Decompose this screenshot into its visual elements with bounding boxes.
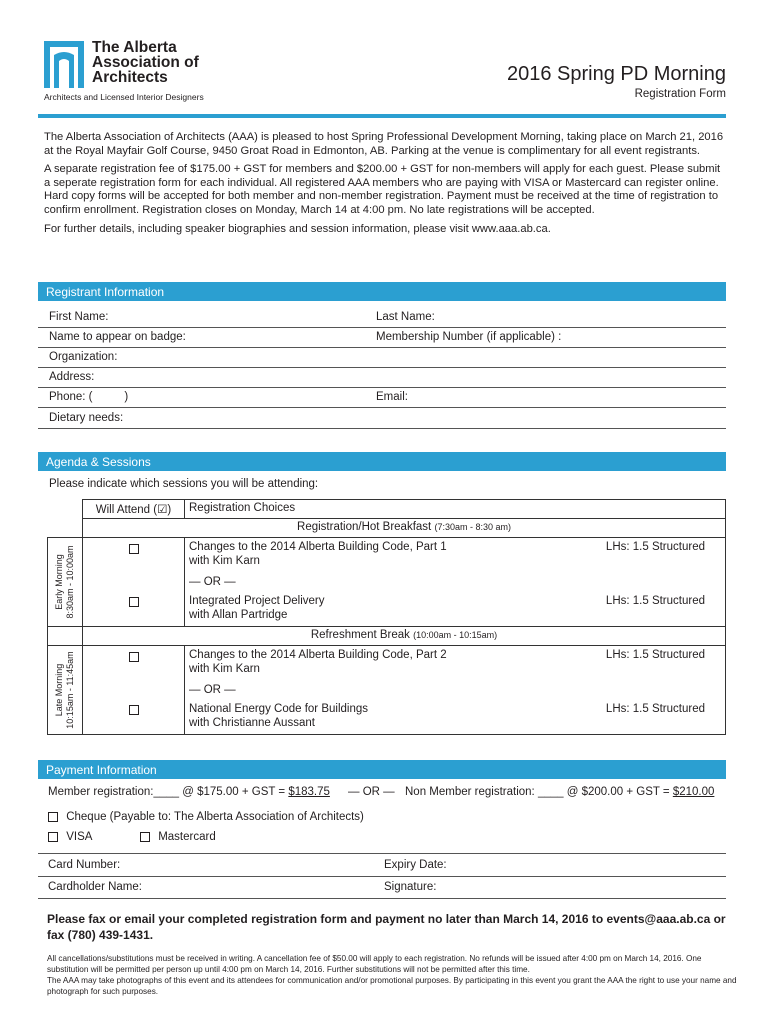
intro-paragraph: For further details, including speaker biographies and session information, please visit www.aaa.ab.ca.	[44, 222, 551, 235]
late-morning-title: Late Morning	[54, 663, 64, 717]
will-attend-header: Will Attend (☑)	[83, 500, 185, 519]
intro-paragraph: The Alberta Association of Architects (AAA) is pleased to host Spring Professional Development Morning, taking place on March 21, 2016 at the Royal Mayfair Golf Course, 9450 Groat Road in Edmonton, AB. Parking at the venue is complimentary for all event registrants.	[44, 131, 724, 157]
late-morning-label	[48, 646, 83, 735]
refreshment-row	[83, 627, 726, 646]
cardholder-name-field[interactable]: Cardholder Name:	[48, 881, 142, 893]
aaa-logo-icon	[44, 41, 84, 88]
early-attend-cell	[83, 538, 185, 627]
first-name-field[interactable]: First Name:	[49, 311, 109, 323]
org-name	[92, 40, 199, 85]
organization-field[interactable]: Organization:	[49, 351, 118, 363]
session-credits: LHs: 1.5 Structured	[605, 649, 705, 661]
field-divider	[38, 367, 726, 368]
early-morning-title: Early Morning	[54, 554, 64, 610]
phone-field[interactable]: Phone: ( )	[49, 391, 129, 403]
intro-text	[44, 131, 724, 241]
session-option	[189, 648, 705, 676]
session-title: National Energy Code for Buildings	[189, 703, 368, 715]
cheque-label: Cheque (Payable to: The Alberta Association of Architects)	[66, 811, 364, 823]
header-divider	[38, 114, 726, 118]
field-divider	[38, 428, 726, 429]
early-morning-time: 8:30am - 10:00am	[65, 545, 75, 619]
page-subtitle: Registration Form	[634, 88, 726, 100]
or-divider: — OR —	[189, 684, 236, 696]
org-name-line: Architects	[92, 69, 168, 86]
early-morning-label	[48, 538, 83, 627]
field-divider	[38, 876, 726, 877]
refreshment-label: Refreshment Break	[310, 629, 410, 641]
badge-name-field[interactable]: Name to appear on badge:	[49, 331, 186, 343]
session-speaker: with Kim Karn	[189, 663, 260, 675]
session-speaker: with Kim Karn	[189, 555, 260, 567]
registrant-section-header: Registrant Information	[38, 282, 726, 301]
page-title: 2016 Spring PD Morning	[506, 63, 726, 85]
cheque-option[interactable]	[48, 811, 364, 823]
member-total: $183.75	[288, 786, 330, 798]
late-morning-time: 10:15am - 11:45am	[65, 651, 75, 729]
last-name-field[interactable]: Last Name:	[376, 311, 435, 323]
refreshment-time: (10:00am - 10:15am)	[413, 630, 498, 640]
early-sessions-cell	[185, 538, 726, 627]
session-option	[189, 540, 705, 568]
visa-checkbox[interactable]	[48, 832, 58, 842]
agenda-instruction: Please indicate which sessions you will be attending:	[49, 478, 319, 490]
payment-section-header: Payment Information	[38, 760, 726, 779]
field-divider	[38, 327, 726, 328]
session-option	[189, 594, 705, 622]
mastercard-checkbox[interactable]	[140, 832, 150, 842]
nonmember-registration-line[interactable]	[405, 786, 714, 798]
breakfast-time: (7:30am - 8:30 am)	[434, 522, 511, 532]
fine-print	[47, 953, 737, 997]
session-title: Changes to the 2014 Alberta Building Code, Part 1	[189, 541, 447, 553]
session-1-checkbox[interactable]	[129, 544, 139, 554]
registration-choices-header: Registration Choices	[185, 500, 726, 519]
session-2-checkbox[interactable]	[129, 597, 139, 607]
late-attend-cell	[83, 646, 185, 735]
field-divider	[38, 898, 726, 899]
late-sessions-cell	[185, 646, 726, 735]
agenda-section-header: Agenda & Sessions	[38, 452, 726, 471]
intro-paragraph: A separate registration fee of $175.00 + GST for members and $200.00 + GST for non-members will apply for each guest. Please submit a seperate registration form for each individual. All registered AAA members who are paying with VISA or Mastercard can register online. Hard copy forms will be accepted for both member and non-member registration. Payment must be received at the time of registration to confirm enrollment. Registration closes on Monday, March 14 at 4:00 pm. No late registrations will be accepted.	[44, 163, 721, 216]
cancellation-policy: All cancellations/substitutions must be received in writing. A cancellation fee of $50.00 will apply to each registration. No refunds will be issued after 4:00 pm on March 14, 2016. One substitution will be permitted per person up until 4:00 pm on March 14, 2016. Further substitutions will not be permitted after this time.	[47, 954, 702, 974]
nonmember-registration-label: Non Member registration: ____ @ $200.00 + GST =	[405, 786, 673, 798]
session-credits: LHs: 1.5 Structured	[605, 541, 705, 553]
breakfast-row	[83, 519, 726, 538]
mastercard-option[interactable]	[140, 831, 216, 843]
visa-label: VISA	[66, 831, 93, 843]
submission-notice: Please fax or email your completed registration form and payment no later than March 14, 2016 to events@aaa.ab.ca or fax (780) 439-1431.	[47, 912, 726, 942]
expiry-date-field[interactable]: Expiry Date:	[384, 859, 447, 871]
field-divider	[38, 347, 726, 348]
mastercard-label: Mastercard	[158, 831, 216, 843]
signature-field[interactable]: Signature:	[384, 881, 437, 893]
cheque-checkbox[interactable]	[48, 812, 58, 822]
session-3-checkbox[interactable]	[129, 652, 139, 662]
org-name-line: Association of	[92, 54, 199, 71]
field-divider	[38, 387, 726, 388]
address-field[interactable]: Address:	[49, 371, 95, 383]
org-name-line: The Alberta	[92, 39, 177, 56]
session-speaker: with Allan Partridge	[189, 609, 288, 621]
card-number-field[interactable]: Card Number:	[48, 859, 121, 871]
member-registration-label: Member registration:____ @ $175.00 + GST =	[48, 786, 289, 798]
field-divider	[38, 407, 726, 408]
breakfast-label: Registration/Hot Breakfast	[297, 521, 432, 533]
member-registration-line[interactable]	[48, 786, 330, 798]
payment-or-divider: — OR —	[348, 786, 395, 798]
session-title: Changes to the 2014 Alberta Building Code, Part 2	[189, 649, 447, 661]
nonmember-total: $210.00	[672, 786, 715, 798]
session-credits: LHs: 1.5 Structured	[605, 703, 705, 715]
session-credits: LHs: 1.5 Structured	[605, 595, 705, 607]
photo-policy: The AAA may take photographs of this event and its attendees for communication and/or promotional purposes. By participating in this event you grant the AAA the right to use your name and photograph for such purposes.	[47, 976, 737, 996]
session-option	[189, 702, 705, 730]
dietary-needs-field[interactable]: Dietary needs:	[49, 412, 124, 424]
or-divider: — OR —	[189, 576, 236, 588]
agenda-table	[47, 499, 726, 735]
session-speaker: with Christianne Aussant	[189, 717, 315, 729]
session-4-checkbox[interactable]	[129, 705, 139, 715]
visa-option[interactable]	[48, 831, 92, 843]
org-tagline: Architects and Licensed Interior Designers	[44, 92, 204, 102]
email-field[interactable]: Email:	[376, 391, 408, 403]
field-divider	[38, 853, 726, 854]
membership-number-field[interactable]: Membership Number (if applicable) :	[376, 331, 562, 343]
session-title: Integrated Project Delivery	[189, 595, 325, 607]
